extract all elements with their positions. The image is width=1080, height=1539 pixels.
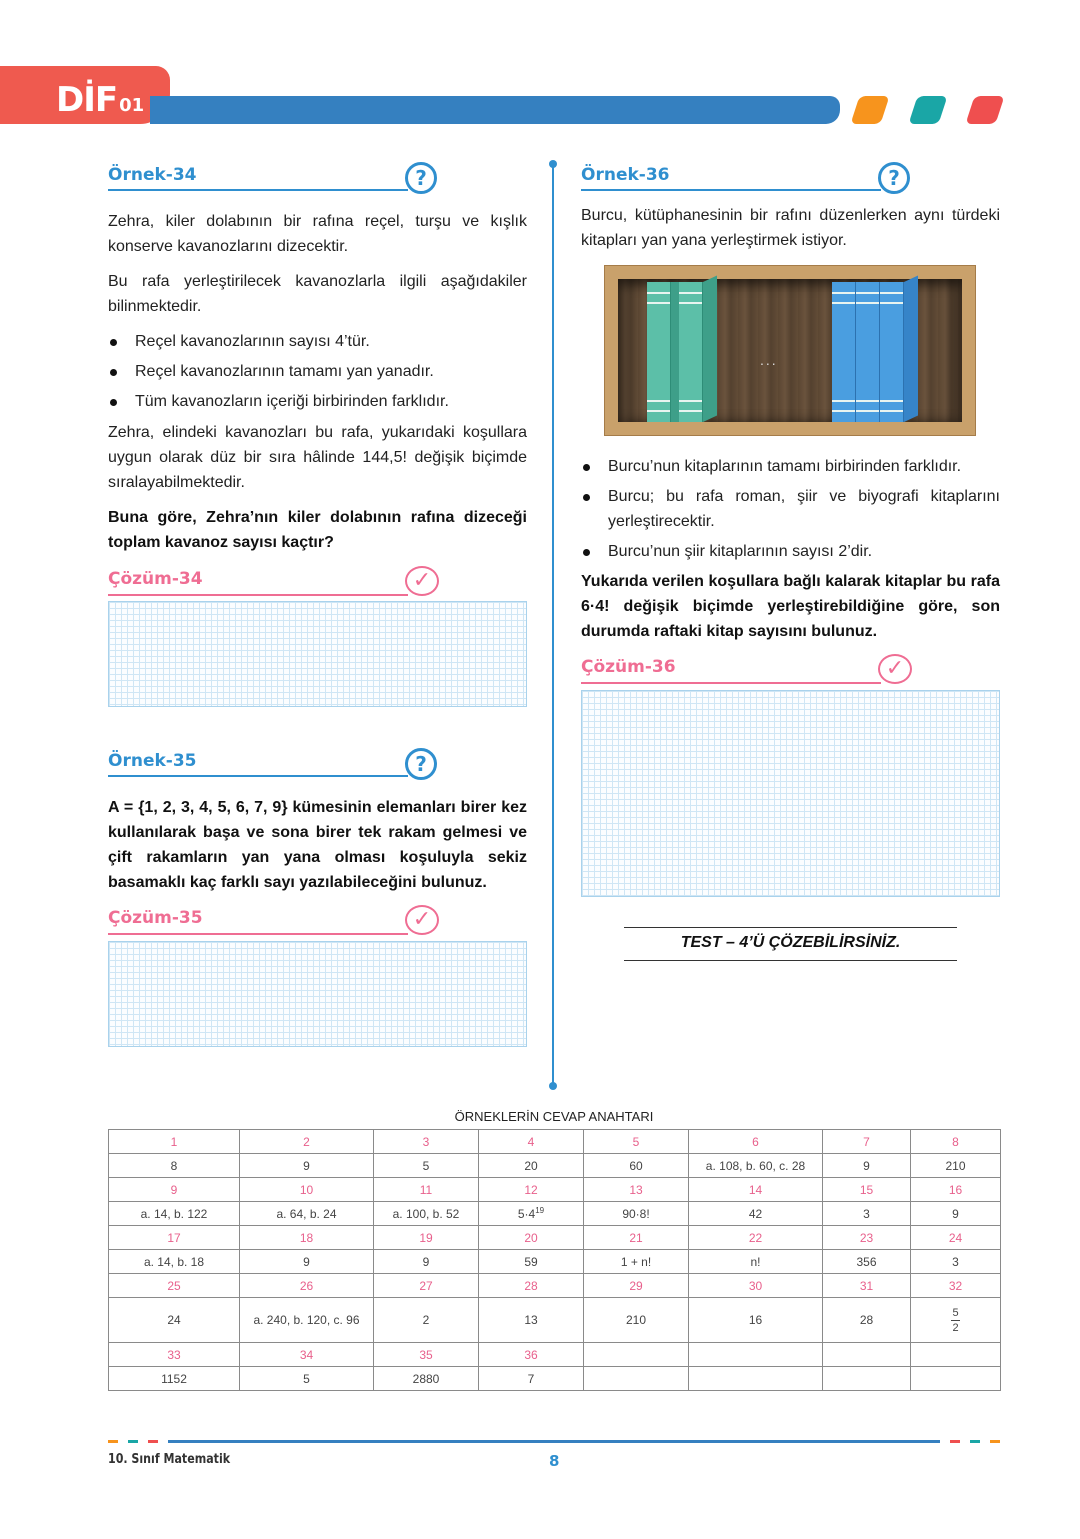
ornek-36-underline [581,189,881,191]
answer-number-cell: 11 [374,1178,479,1202]
answer-value-cell: 90·8! [584,1202,689,1226]
cozum-35-underline [108,933,408,935]
answer-value-cell: a. 240, b. 120, c. 96 [240,1298,374,1343]
answer-value-cell [823,1367,911,1391]
footer-dash-orange [990,1440,1000,1443]
answer-number-cell: 1 [109,1130,240,1154]
ornek-34-info: Bu rafa yerleştirilecek kavanozlarla ilgili aşağıdakiler bilinmektedir. [108,273,527,315]
footer-dash-teal [128,1440,138,1443]
answer-number-cell: 4 [479,1130,584,1154]
answer-number-cell: 23 [823,1226,911,1250]
answer-value-cell: 20 [479,1154,584,1178]
answer-number-cell: 15 [823,1178,911,1202]
answer-value-cell: 2880 [374,1367,479,1391]
answer-value-cell: 7 [479,1367,584,1391]
answer-value-cell: 9 [240,1250,374,1274]
question-icon: ? [405,748,437,780]
shelf-ellipsis: ... [760,352,778,368]
answer-value-cell: n! [689,1250,823,1274]
answer-number-cell: 16 [911,1178,1001,1202]
ornek-34-conditions [108,327,527,417]
answer-value-cell: $5\cdot 4^{19}$ [479,1202,584,1226]
answer-number-cell: 13 [584,1178,689,1202]
blue-book [856,282,880,422]
answer-number-cell: 31 [823,1274,911,1298]
answer-number-cell [823,1343,911,1367]
answer-value-row [109,1202,1001,1226]
answer-value-cell: 9 [823,1154,911,1178]
green-book [647,282,671,422]
ornek-36-title: Örnek-36 [581,165,670,185]
answer-number-row [109,1343,1001,1367]
answer-number-cell: 32 [911,1274,1001,1298]
footer-dash-orange [108,1440,118,1443]
answer-number-cell: 33 [109,1343,240,1367]
ornek-35-question: A = {1, 2, 3, 4, 5, 6, 7, 9} kümesinin elemanları birer kez kullanılarak başa ve sona birer tek rakam gelmesi ve çift rakamların yan yana olması koşuluyla sekiz basamaklı kaç farklı sayı yazılabileceğini bulunuz. [108,799,527,891]
footer-dash-teal [970,1440,980,1443]
answer-number-cell: 8 [911,1130,1001,1154]
answer-number-cell [584,1343,689,1367]
ornek-34-title: Örnek-34 [108,165,197,185]
footer-line [168,1440,940,1443]
answer-value-cell: 356 [823,1250,911,1274]
green-book-gap [671,282,679,422]
answer-number-cell: 19 [374,1226,479,1250]
answer-number-cell: 18 [240,1226,374,1250]
column-divider [552,164,554,1086]
answer-value-cell [689,1367,823,1391]
answer-value-cell: 59 [479,1250,584,1274]
green-book-side [703,275,717,422]
answer-number-cell: 26 [240,1274,374,1298]
book-title: 10. Sınıf Matematik [108,1452,231,1467]
answer-value-cell: 9 [911,1202,1001,1226]
ornek-34-statement: Zehra, elindeki kavanozları bu rafa, yukarıdaki koşullara uygun olarak düz bir sıra hâlinde 144,5! değişik biçimde sıralayabilmektedir. [108,424,527,491]
question-icon: ? [405,162,437,194]
answer-number-cell: 22 [689,1226,823,1250]
answer-key-table [108,1129,1001,1391]
answer-number-cell: 27 [374,1274,479,1298]
answer-value-cell: 9 [240,1154,374,1178]
check-icon: ✓ [405,905,439,935]
answer-value-cell: 42 [689,1202,823,1226]
answer-value-row [109,1298,1001,1343]
answer-number-cell: 10 [240,1178,374,1202]
answer-number-cell: 30 [689,1274,823,1298]
answer-number-row [109,1274,1001,1298]
list-item: Burcu; bu rafa roman, şiir ve biyografi kitaplarını yerleştirecektir. [581,484,1000,534]
answer-value-cell: 16 [689,1298,823,1343]
check-icon: ✓ [878,654,912,684]
answer-number-cell: 29 [584,1274,689,1298]
footer-dash-red [950,1440,960,1443]
ornek-34-intro: Zehra, kiler dolabının bir rafına reçel, turşu ve kışlık konserve kavanozlarını dizecektir. [108,213,527,255]
cozum-36-title: Çözüm-36 [581,657,676,677]
solution-grid-34[interactable] [108,601,527,707]
answer-value-cell: 1 + n! [584,1250,689,1274]
answer-number-cell: 3 [374,1130,479,1154]
test-link[interactable]: TEST – 4’Ü ÇÖZEBİLİRSİNİZ. [680,934,901,951]
answer-value-row [109,1367,1001,1391]
solution-grid-36[interactable] [581,690,1000,897]
answer-number-cell: 20 [479,1226,584,1250]
answer-number-cell: 5 [584,1130,689,1154]
answer-number-cell: 25 [109,1274,240,1298]
cozum-35-title: Çözüm-35 [108,908,203,928]
ornek-35-underline [108,775,408,777]
answer-number-row [109,1130,1001,1154]
answer-value-cell: 3 [823,1202,911,1226]
answer-number-cell: 6 [689,1130,823,1154]
blue-book [832,282,856,422]
list-item: Burcu’nun şiir kitaplarının sayısı 2’dir. [581,539,1000,564]
ornek-36-conditions [581,454,1000,569]
answer-number-cell: 36 [479,1343,584,1367]
test-link-line-top [624,927,957,928]
answer-number-row [109,1226,1001,1250]
cozum-34-title: Çözüm-34 [108,569,203,589]
ornek-34-underline [108,189,408,191]
answer-number-cell: 24 [911,1226,1001,1250]
cozum-36-underline [581,682,881,684]
answer-value-cell: 210 [911,1154,1001,1178]
blue-book [880,282,904,422]
list-item: Reçel kavanozlarının sayısı 4’tür. [108,327,527,357]
ornek-35-title: Örnek-35 [108,751,197,771]
ornek-34-question: Buna göre, Zehra’nın kiler dolabının rafına dizeceği toplam kavanoz sayısı kaçtır? [108,509,527,551]
answer-number-cell: 2 [240,1130,374,1154]
ornek-36-intro: Burcu, kütüphanesinin bir rafını düzenlerken aynı türdeki kitapları yan yana yerleştirmek istiyor. [581,207,1000,249]
answer-value-cell: 28 [823,1298,911,1343]
green-book [679,282,703,422]
list-item: Reçel kavanozlarının tamamı yan yanadır. [108,357,527,387]
answer-value-cell [911,1367,1001,1391]
answer-number-cell: 9 [109,1178,240,1202]
page-number: 8 [549,1452,560,1470]
answer-value-cell: 9 [374,1250,479,1274]
check-icon: ✓ [405,566,439,596]
answer-number-cell: 28 [479,1274,584,1298]
ornek-36-question: Yukarıda verilen koşullara bağlı kalarak kitaplar bu rafa 6·4! değişik biçimde yerleştirebildiğine göre, son durumda raftaki kitap sayısını bulunuz. [581,573,1000,640]
answer-value-cell: 8 [109,1154,240,1178]
answer-value-cell: 2 [374,1298,479,1343]
teal-decor-shape [908,96,947,124]
list-item: Tüm kavanozların içeriği birbirinden farklıdır. [108,387,527,417]
question-icon: ? [878,162,910,194]
answer-value-cell: a. 100, b. 52 [374,1202,479,1226]
cozum-34-underline [108,594,408,596]
divider-dot-top [549,160,557,168]
answer-number-cell: 34 [240,1343,374,1367]
answer-value-cell: a. 64, b. 24 [240,1202,374,1226]
answer-value-cell: a. 14, b. 18 [109,1250,240,1274]
answer-key-title: ÖRNEKLERİN CEVAP ANAHTARI [454,1109,654,1124]
answer-number-cell: 21 [584,1226,689,1250]
answer-number-cell: 35 [374,1343,479,1367]
solution-grid-35[interactable] [108,941,527,1047]
answer-value-cell: 5 [374,1154,479,1178]
answer-value-row [109,1154,1001,1178]
fraction: $\frac{5}{2}$ [952,1306,959,1334]
answer-value-cell: a. 14, b. 122 [109,1202,240,1226]
answer-number-cell: 14 [689,1178,823,1202]
answer-value-cell [911,1298,1001,1343]
red-decor-shape [965,96,1004,124]
answer-value-cell: 60 [584,1154,689,1178]
answer-value-cell: 210 [584,1298,689,1343]
footer-dash-red [148,1440,158,1443]
blue-book-side [904,275,918,422]
answer-number-cell: 7 [823,1130,911,1154]
test-link-line-bottom [624,960,957,961]
answer-number-cell [689,1343,823,1367]
list-item: Burcu’nun kitaplarının tamamı birbirinden farklıdır. [581,454,1000,479]
answer-value-cell: 24 [109,1298,240,1343]
answer-value-row [109,1250,1001,1274]
answer-value-cell: 3 [911,1250,1001,1274]
answer-value-cell: 1152 [109,1367,240,1391]
answer-number-cell [911,1343,1001,1367]
answer-value-cell: 5 [240,1367,374,1391]
answer-value-cell: a. 108, b. 60, c. 28 [689,1154,823,1178]
answer-number-cell: 17 [109,1226,240,1250]
logo: DİF 01 [56,80,145,120]
answer-value-cell [584,1367,689,1391]
header-bar [150,96,840,124]
divider-dot-bottom [549,1082,557,1090]
answer-number-cell: 12 [479,1178,584,1202]
answer-number-row [109,1178,1001,1202]
orange-decor-shape [850,96,889,124]
answer-value-cell: 13 [479,1298,584,1343]
